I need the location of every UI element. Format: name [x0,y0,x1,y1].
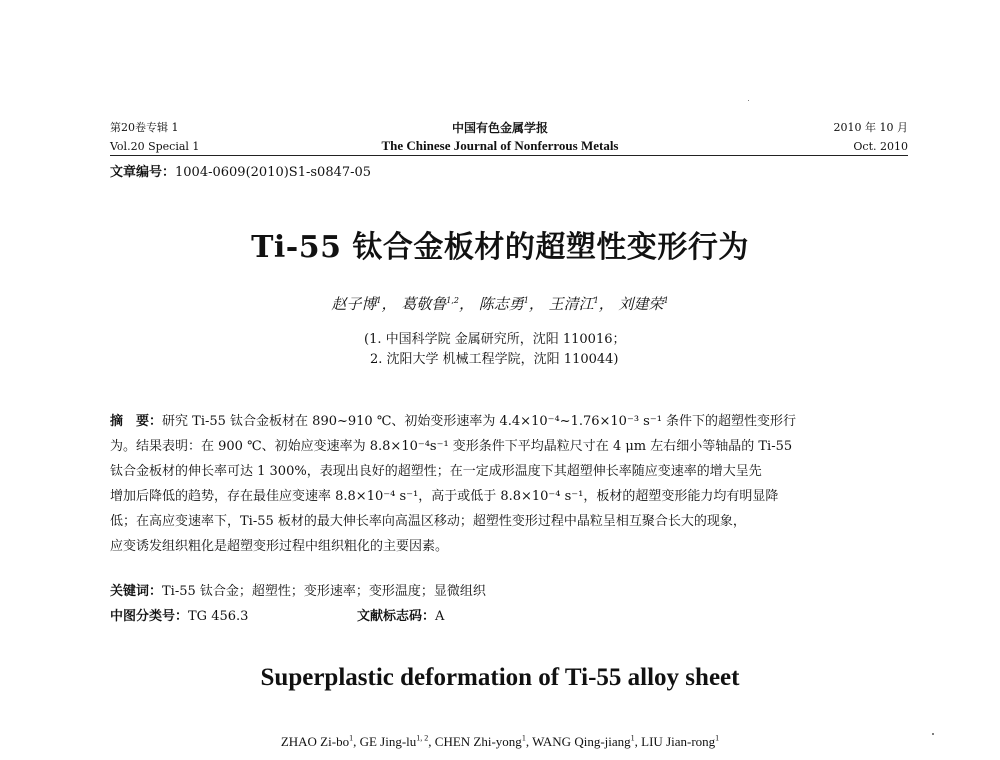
clc-number [110,605,248,624]
author-affil-sup: 1 [593,296,599,305]
abstract-line: 为。结果表明：在 900 ℃、初始应变速率为 8.8×10⁻⁴s⁻¹ 变形条件下平均晶粒尺寸在 4 μm 左右细小等轴晶的 Ti-55 [110,439,793,454]
affiliation-line: (1. 中国科学院 金属研究所，沈阳 110016； [364,332,626,347]
author-name-en: ZHAO Zi-bo [280,734,350,749]
abstract-label: 摘 要： [110,414,163,429]
article-id-value: 1004-0609(2010)S1-s0847-05 [175,165,372,180]
issue-date-cn: 2010 年 10 月 [833,121,908,134]
journal-name-en: The Chinese Journal of Nonferrous Metals [381,138,619,153]
author-affil-sup: 1 [663,296,669,305]
author-name: 陈志勇 [478,295,524,313]
author-affil-sup: 1, 2 [416,733,429,743]
scan-speck [748,100,749,101]
journal-name-cn: 中国有色金属学报 [451,121,548,135]
issue-date-en: Oct. 2010 [853,140,908,153]
abstract-line: 低；在高应变速率下，Ti-55 板材的最大伸长率向高温区移动；超塑性变形过程中晶粒呈相互聚合长大的现象， [110,514,746,529]
clc-number-label: 中图分类号： [110,609,189,624]
document-code-value: A [435,609,445,624]
author-affil-sup: 1 [521,733,526,743]
keywords-label: 关键词： [110,584,163,599]
abstract-line: 增加后降低的趋势，存在最佳应变速率 8.8×10⁻⁴ s⁻¹，高于或低于 8.8×10⁻⁴ s⁻¹，板材的超塑变形能力均有明显降 [110,489,779,504]
author-affil-sup: 1 [349,733,354,743]
article-id [110,161,371,180]
author-name-en: CHEN Zhi-yong [434,734,522,749]
author-affil-sup: 1 [376,296,382,305]
abstract-line: 摘 要：研究 Ti-55 钛合金板材在 890~910 ℃、初始变形速率为 4.4×10⁻⁴~1.76×10⁻³ s⁻¹ 条件下的超塑性变形行 [110,414,797,429]
author-name: 葛敬鲁 [401,295,447,313]
author-affil-sup: 1 [523,296,529,305]
affiliations [364,330,626,370]
title-en: Superplastic deformation of Ti-55 alloy sheet [260,664,740,691]
author-name: 王清江 [548,295,594,313]
author-affil-sup: 1,2 [446,296,459,305]
volume-issue-en: Vol.20 Special 1 [110,140,200,153]
authors-cn: 赵子博$^1$， 葛敬鲁$^{1,2}$， 陈志勇$^1$， 王清江$^1$， 刘建荣$^1$ [331,295,669,313]
abstract-line: 应变诱发组织粗化是超塑变形过程中组织粗化的主要因素。 [110,539,449,554]
author-name-en: LIU Jian-rong [641,734,716,749]
clc-number-value: TG 456.3 [188,609,249,624]
volume-issue-cn: 第20卷专辑 1 [110,121,179,134]
author-name: 赵子博 [331,295,377,313]
author-name-en: GE Jing-lu [359,734,417,749]
article-id-label: 文章编号： [110,165,176,180]
scan-speck [932,733,934,735]
document-code [357,605,444,624]
author-affil-sup: 1 [630,733,635,743]
abstract-line: 钛合金板材的伸长率可达 1 300%，表现出良好的超塑性；在一定成形温度下其超塑伸长率随应变速率的增大呈先 [110,464,762,479]
header-rule [110,155,908,156]
document-code-label: 文献标志码： [357,609,436,624]
page-title: Ti-55 钛合金板材的超塑性变形行为 [251,230,749,265]
author-name-en: WANG Qing-jiang [532,734,631,749]
keywords-value: Ti-55 钛合金；超塑性；变形速率；变形温度；显微组织 [162,584,486,599]
author-name: 刘建荣 [618,295,664,313]
author-affil-sup: 1 [715,733,720,743]
keywords [110,580,486,599]
authors-en: ZHAO $Zi-bo^1$, GE Jing-lu$^{1, 2}$, CHEN Zhi-yong$^1$, WANG Qing-jiang$^1$, LIU Jian-rong$^1$ [280,733,720,749]
abstract [110,409,910,559]
affiliation-line: 2. 沈阳大学 机械工程学院，沈阳 110044) [370,352,619,367]
